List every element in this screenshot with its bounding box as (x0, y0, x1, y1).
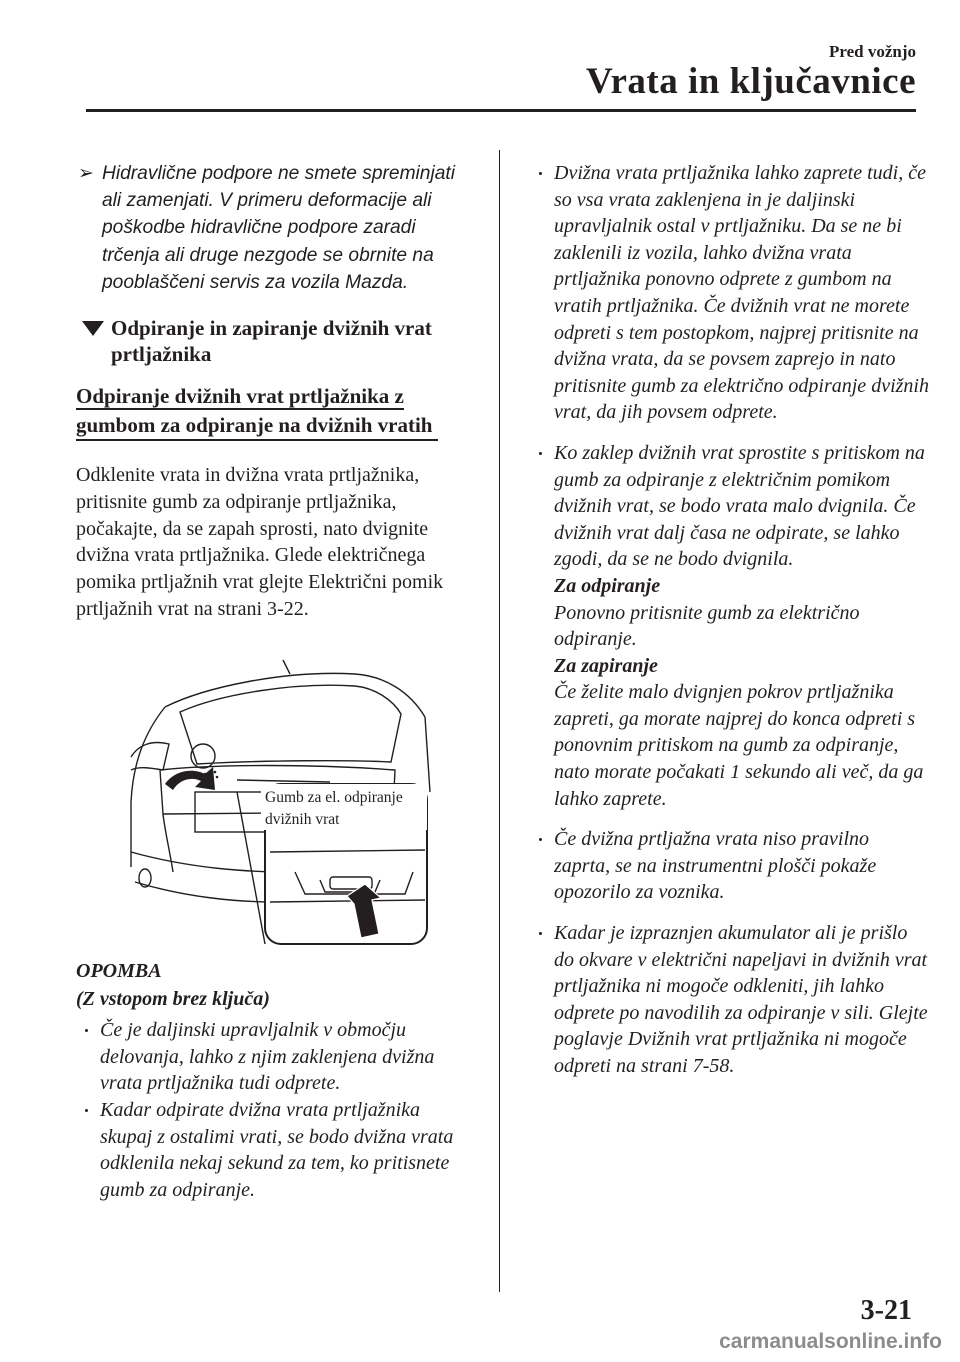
subheading (76, 382, 471, 440)
bullet-icon (85, 1109, 88, 1112)
bullet-subtitle-open: Za odpiranje (554, 574, 661, 597)
car-rear-illustration (125, 652, 435, 952)
section-heading-text: Odpiranje in zapiranje dvižnih vrat prtljažnika (111, 316, 432, 367)
section-heading (76, 315, 471, 367)
subheading-line2: gumbom za odpiranje na dvižnih vratih (76, 413, 433, 438)
note-subtitle: (Z vstopom brez ključa) (76, 987, 270, 1010)
right-bullet-3 (530, 826, 930, 906)
bullet-icon (539, 172, 542, 175)
page-title: Vrata in ključavnice (586, 61, 916, 102)
bullet-icon (85, 1029, 88, 1032)
note-bullet-text: Kadar odpirate dvižna vrata prtljažnika skupaj z ostalimi vrati, se bodo dvižna vrata odklenila nekaj sekund za tem, ko pritisnete gumb za odpiranje. (100, 1098, 454, 1201)
left-column (76, 160, 471, 623)
callout-line2: dvižnih vrat (265, 811, 340, 828)
note-block (76, 958, 476, 1203)
bullet-icon (539, 838, 542, 841)
header-section: Pred vožnjo (828, 42, 916, 61)
bullet-text: Če dvižna prtljažna vrata niso pravilno zaprta, se na instrumentni plošči pokaže opozorilo za voznika. (554, 828, 877, 904)
bullet-icon (539, 452, 542, 455)
subheading-line1: Odpiranje dvižnih vrat prtljažnika z (76, 384, 404, 409)
bullet-icon (539, 932, 542, 935)
note-bullet (76, 1017, 476, 1097)
bullet-text: Kadar je izpraznjen akumulator ali je prišlo do okvare v električni napeljavi in dvižnih vrat prtljažnika ni mogoče odkleniti, jih lahko odprete po navodilih za odpiranje v sili. Glejte poglavje Dvižnih vrat prtljažnika ni mogoče odpreti na strani 7-58. (554, 922, 928, 1077)
right-bullet-4 (530, 920, 930, 1080)
right-bullet-1 (530, 160, 930, 426)
note-title: OPOMBA (76, 960, 162, 982)
bullet-subtitle-close: Za zapiranje (554, 654, 658, 677)
triangle-down-icon (82, 321, 104, 336)
right-bullet-2 (530, 440, 930, 812)
right-column (530, 160, 930, 1094)
triangle-right-icon: ➢ (78, 163, 94, 184)
caution-text: Hidravlične podpore ne smete spreminjati ali zamenjati. V primeru deformacije ali poškodbe hidravlične podpore zaradi trčenja ali druge nezgode se obrnite na pooblaščeni servis za vozila Mazda. (102, 163, 456, 293)
column-divider (499, 150, 500, 1292)
caution-item (76, 160, 471, 296)
bullet-subtext-open: Ponovno pritisnite gumb za električno odpiranje. (554, 601, 860, 651)
watermark: carmanualsonline.info (719, 1330, 942, 1353)
callout-line1: Gumb za el. odpiranje (265, 789, 403, 806)
bullet-subtext-close: Če želite malo dvignjen pokrov prtljažnika zapreti, ga morate najprej do konca odpreti s ponovnim pritiskom na gumb za odpiranje, nato morate počakati 1 sekundo ali več, da ga lahko zaprete. (554, 681, 924, 810)
page-number: 3-21 (860, 1295, 912, 1326)
note-bullet-text: Če je daljinski upravljalnik v območju delovanja, lahko z njim zaklenjena dvižna vrata prtljažnika tudi odprete. (100, 1019, 435, 1095)
body-paragraph: Odklenite vrata in dvižna vrata prtljažnika, pritisnite gumb za odpiranje prtljažnika, počakajte, da se zapah sprosti, nato dvignite dvižna vrata prtljažnika. Glede električnega pomika prtljažnih vrat glejte Električni pomik prtljažnih vrat na strani 3-22. (76, 464, 444, 620)
bullet-text: Dvižna vrata prtljažnika lahko zaprete tudi, če so vsa vrata zaklenjena in je daljinski upravljalnik ostal v prtljažniku. Da se ne bi zaklenili iz vozila, lahko dvižna vrata prtljažnika ponovno odprete z gumbom na vratih prtljažnika. Če dvižnih vrat ne morete odpreti s tem postopkom, najprej pritisnite na dvižna vrata, da se povsem zaprejo in nato pritisnite gumb za električno odpiranje dvižnih vrat, da jih povsem odprete. (554, 162, 929, 424)
header-rule (86, 109, 916, 112)
tailgate-figure (125, 652, 435, 952)
bullet-text: Ko zaklep dvižnih vrat sprostite s pritiskom na gumb za odpiranje z električnim pomikom dvižnih vrat, se bodo vrata malo dvignila. Če dvižnih vrat dalj časa ne odpirate, se lahko zgodi, da se ne bodo dvignila. (554, 441, 925, 571)
note-bullet (76, 1097, 476, 1203)
